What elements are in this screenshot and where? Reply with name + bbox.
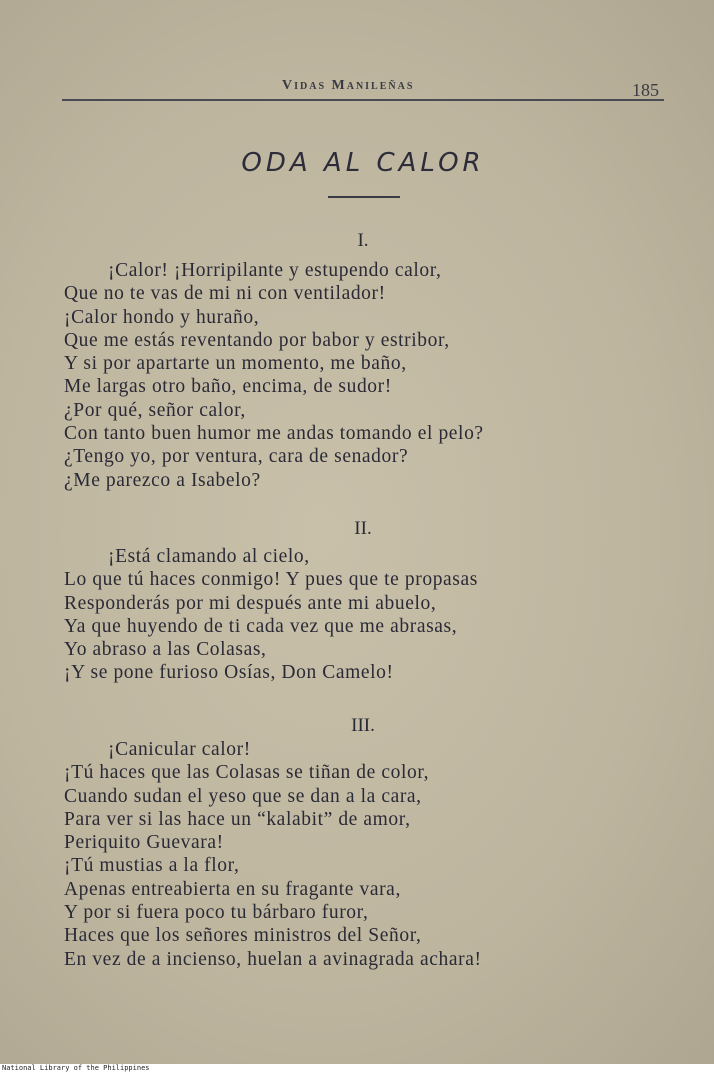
verse-line: Y si por apartarte un momento, me baño,	[64, 353, 407, 375]
verse-line: ¡Calor hondo y huraño,	[64, 306, 260, 328]
verse-line: Yo abraso a las Colasas,	[64, 639, 267, 661]
verse-line: Haces que los señores ministros del Señor,	[64, 925, 422, 947]
verse-line: Me largas otro baño, encima, de sudor!	[64, 376, 392, 398]
verse-line: Con tanto buen humor me andas tomando el pelo?	[64, 423, 484, 445]
verse-line: ¡Tú haces que las Colasas se tiñan de color,	[64, 762, 430, 784]
section-numeral-1: I.	[357, 230, 369, 251]
verse-line: ¡Está clamando al cielo,	[108, 546, 310, 567]
running-head: Vidas Manileñas	[282, 78, 415, 93]
section-numeral-2: II.	[354, 518, 372, 539]
section-numeral-3: III.	[351, 715, 375, 736]
verse-line: ¡Calor! ¡Horripilante y estupendo calor,	[108, 260, 442, 281]
verse-line: ¡Canicular calor!	[108, 739, 251, 760]
verse-line: Responderás por mi después ante mi abuelo,	[64, 592, 437, 614]
verse-line: Que no te vas de mi ni con ventilador!	[64, 283, 386, 305]
stanza-1	[64, 259, 664, 492]
verse-line: Que me estás reventando por babor y estribor,	[64, 329, 450, 351]
verse-line: Y por si fuera poco tu bárbaro furor,	[64, 902, 369, 924]
verse-line: Cuando sudan el yeso que se dan a la cara,	[64, 785, 422, 807]
verse-line: Para ver si las hace un “kalabit” de amor,	[64, 808, 411, 830]
verse-line: ¿Me parezco a Isabelo?	[64, 469, 261, 491]
verse-line: En vez de a incienso, huelan a avinagrada achara!	[64, 948, 482, 970]
library-footer: National Library of the Philippines	[2, 1064, 150, 1072]
stanza-2	[64, 545, 664, 685]
poem-title: ODA AL CALOR	[241, 148, 485, 178]
verse-line: Periquito Guevara!	[64, 832, 224, 854]
header-rule	[62, 99, 664, 101]
title-rule	[328, 196, 400, 198]
page-number: 185	[632, 80, 659, 100]
verse-line: Lo que tú haces conmigo! Y pues que te propasas	[64, 569, 478, 591]
verse-line: ¡Tú mustias a la flor,	[64, 855, 240, 877]
verse-line: ¿Por qué, señor calor,	[64, 399, 246, 421]
verse-line: ¿Tengo yo, por ventura, cara de senador?	[64, 446, 409, 468]
verse-line: Ya que huyendo de ti cada vez que me abrasas,	[64, 615, 458, 637]
stanza-3	[64, 738, 664, 971]
verse-line: ¡Y se pone furioso Osías, Don Camelo!	[64, 662, 394, 684]
verse-line: Apenas entreabierta en su fragante vara,	[64, 878, 401, 900]
